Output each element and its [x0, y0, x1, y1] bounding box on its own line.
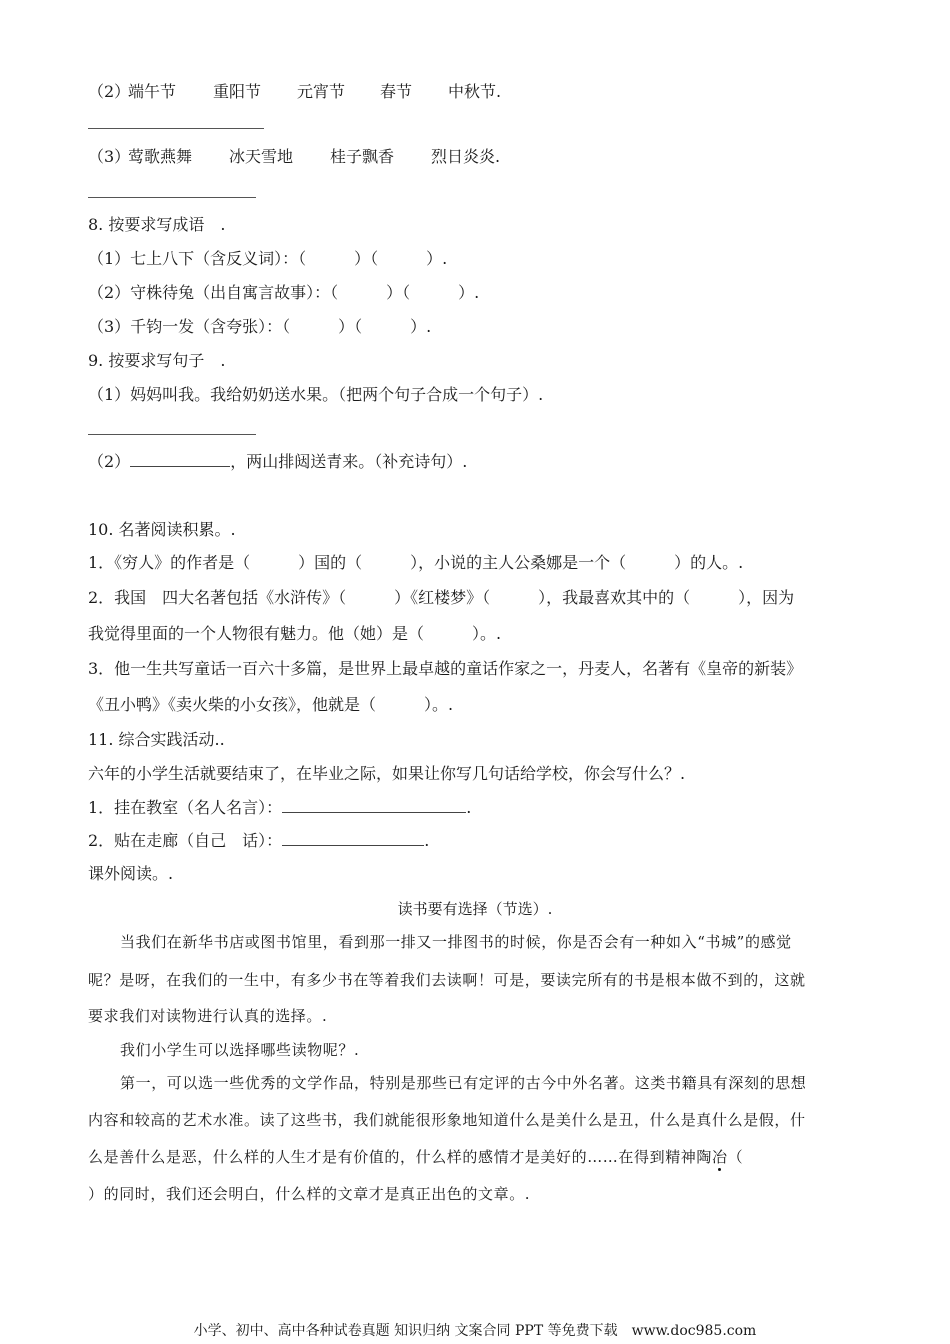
q7-item3-label: （3） [88, 147, 131, 166]
answer-blank[interactable] [282, 831, 424, 846]
passage-title: 读书要有选择（节选）. [397, 900, 553, 918]
q10-line3a: 3．他一生共写童话一百六十多篇，是世界上最卓越的童话作家之一，丹麦人，名著有《皇帝的新装》 [88, 659, 803, 678]
passage-p3-line1: 第一，可以选一些优秀的文学作品，特别是那些已有定评的古今中外名著。这类书籍具有深刻的思想 [120, 1074, 807, 1092]
passage-p3-line3-text: 么是善什么是恶，什么样的人生才是有价值的，什么样的感情才是美好的……在得到精神陶 [88, 1148, 713, 1166]
answer-blank[interactable] [282, 798, 466, 813]
passage-p3-line4: ）的同时，我们还会明白，什么样的文章才是真正出色的文章。. [88, 1185, 531, 1203]
q11-item2-label: 2．贴在走廊（自己 话）： [88, 831, 283, 850]
reading-section-label: 课外阅读。. [88, 864, 174, 883]
q8-item1: （1）七上八下（含反义词）：（ ）（ ）. [88, 249, 448, 268]
q11-heading: 11. 综合实践活动.. [88, 730, 225, 749]
q10-line2b: 我觉得里面的一个人物很有魅力。他（她）是（ ）。. [88, 624, 502, 643]
dotted-char: 冶 [712, 1148, 728, 1166]
q9-heading: 9. 按要求写句子 . [88, 351, 226, 370]
q11-item2: 2．贴在走廊（自己 话）： . [88, 831, 430, 850]
q9-item2 [88, 452, 467, 472]
q9-item1: （1）妈妈叫我。我给奶奶送水果。（把两个句子合成一个句子）. [88, 385, 544, 404]
q7-item3-word: 莺歌燕舞 [128, 147, 193, 166]
q7-item2-word: 中秋节. [448, 82, 502, 101]
passage-p2: 我们小学生可以选择哪些读物呢？. [120, 1041, 360, 1059]
q7-item2-word: 元宵节 [297, 82, 346, 101]
q7-item2-label: （2） [88, 82, 131, 101]
q8-item3: （3）千钧一发（含夸张）：（ ）（ ）. [88, 317, 432, 336]
q11-item1: 1．挂在教室（名人名言）： . [88, 798, 472, 817]
passage-p1-line2: 呢？是呀，在我们的一生中，有多少书在等着我们去读啊！可是，要读完所有的书是根本做不到的，这就 [88, 971, 806, 989]
q7-item2-word: 春节 [380, 82, 413, 101]
q7-item3-word: 冰天雪地 [229, 147, 294, 166]
poem-blank[interactable] [130, 452, 230, 467]
q7-item2-word: 重阳节 [213, 82, 262, 101]
q7-item3-word: 桂子飘香 [330, 147, 395, 166]
q10-line3b: 《丑小鸭》《卖火柴的小女孩》，他就是（ ）。. [88, 695, 454, 714]
passage-p3-line3 [88, 1147, 743, 1167]
page-footer: 小学、初中、高中各种试卷真题 知识归纳 文案合同 PPT 等免费下载 www.doc985.com [193, 1323, 757, 1339]
q8-item2: （2）守株待兔（出自寓言故事）：（ ）（ ）. [88, 283, 480, 302]
answer-line[interactable] [88, 197, 256, 198]
q9-item2-suffix: ，两山排闼送青来。（补充诗句）. [230, 452, 468, 471]
passage-p1-line1: 当我们在新华书店或图书馆里，看到那一排又一排图书的时候，你是否会有一种如入“书城”的感觉 [120, 933, 792, 951]
answer-line[interactable] [88, 434, 256, 435]
q8-heading: 8. 按要求写成语 . [88, 215, 226, 234]
passage-p1-line3: 要求我们对读物进行认真的选择。. [88, 1007, 328, 1025]
q11-intro: 六年的小学生活就要结束了，在毕业之际，如果让你写几句话给学校，你会写什么？. [88, 764, 686, 783]
q7-item3-word: 烈日炎炎. [431, 147, 501, 166]
q11-item1-label: 1．挂在教室（名人名言）： [88, 798, 283, 817]
q9-item2-prefix: （2） [88, 452, 131, 471]
passage-p3-line3-paren: （ [727, 1148, 744, 1166]
answer-line[interactable] [88, 128, 264, 129]
q10-heading: 10. 名著阅读积累。. [88, 520, 236, 539]
q10-line2a: 2．我国 四大名著包括《水浒传》（ ）《红楼梦》（ ），我最喜欢其中的（ ），因为 [88, 588, 795, 607]
q7-item2-word: 端午节 [128, 82, 177, 101]
passage-p3-line2: 内容和较高的艺术水准。读了这些书，我们就能很形象地知道什么是美什么是丑，什么是真什么是假，什 [88, 1111, 806, 1129]
q10-line1: 1．《穷人》的作者是（ ）国的（ ），小说的主人公桑娜是一个（ ）的人。. [88, 553, 744, 572]
